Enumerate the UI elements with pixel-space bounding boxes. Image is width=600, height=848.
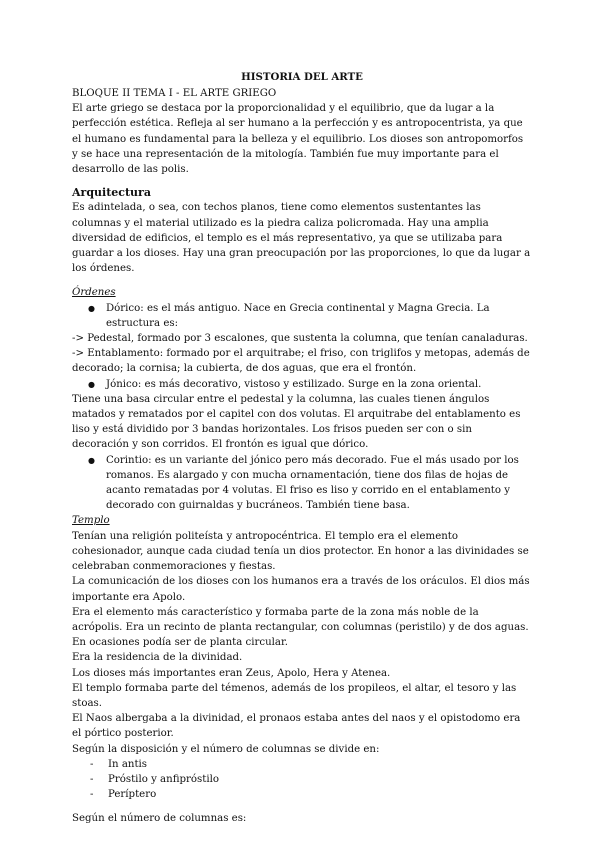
templo-paragraph-2: La comunicación de los dioses con los humanos era a través de los oráculos. El dios más importante era Apolo. xyxy=(72,576,530,603)
list-item-corintio: ● Corintio: es un variante del jónico pero más decorado. Fue el más usado por los romanos. Es alargado y con mucha ornamentación, tiene dos filas de hojas de acanto rematadas por 4 volutas. El friso es liso y corrido en el entablamento y decorado con guirnaldas y bucráneos. También tiene basa. xyxy=(72,453,532,514)
list-item-jonico: ● Jónico: es más decorativo, vistoso y estilizado. Surge en la zona oriental. xyxy=(72,377,532,392)
intro-paragraph: El arte griego se destaca por la proporcionalidad y el equilibrio, que da lugar a la perfección estética. Refleja al ser humano a la perfección y es antropocentrista, ya que el humano es fundamental para la belleza y el equilibrio. Los dioses son antropomorfos y se hace una representación de la mitología. También fue muy importante para el desarrollo de las polis. xyxy=(72,103,524,176)
subheading-templo: Templo xyxy=(72,515,110,527)
templo-paragraph-7: El Naos albergaba a la divinidad, el pronaos estaba antes del naos y el opistodomo era el pórtico posterior. xyxy=(72,713,521,740)
pedestal-line: -> Pedestal, formado por 3 escalones, que sustenta la columna, que tenían canaladuras. xyxy=(72,333,528,345)
ordenes-list-corintio xyxy=(72,453,532,514)
list-item: - In antis xyxy=(72,757,532,772)
templo-paragraph-9: Según el número de columnas es: xyxy=(72,813,247,825)
templo-paragraph-4: Era la residencia de la divinidad. xyxy=(72,652,243,664)
templo-paragraph-5: Los dioses más importantes eran Zeus, Apolo, Hera y Atenea. xyxy=(72,667,391,679)
document-title: HISTORIA DEL ARTE xyxy=(241,71,363,83)
templo-paragraph-6: El templo formaba parte del témenos, además de los propileos, el altar, el tesoro y las stoas. xyxy=(72,682,517,709)
ordenes-list-jonico xyxy=(72,377,532,392)
templo-paragraph-3: Era el elemento más característico y formaba parte de la zona más noble de la acrópolis. Era un recinto de planta rectangular, con columnas (peristilo) y de dos aguas. En ocasiones podía ser de planta circular. xyxy=(72,606,529,649)
entablamento-line: -> Entablamento: formado por el arquitrabe; el friso, con triglifos y metopas, además de decorado; la cornisa; la cubierta, de dos aguas, que era el frontón. xyxy=(72,348,530,375)
templo-paragraph-1: Tenían una religión politeísta y antropocéntrica. El templo era el elemento cohesionador, aunque cada ciudad tenía un dios protector. En honor a las divinidades se celebraban conmemoraciones y fiestas. xyxy=(72,530,529,573)
ordenes-list-dorico xyxy=(72,301,532,331)
section-heading-arquitectura: Arquitectura xyxy=(72,186,151,200)
block-subtitle: BLOQUE II TEMA I - EL ARTE GRIEGO xyxy=(72,88,277,99)
list-item: - Períptero xyxy=(72,787,532,802)
document-page xyxy=(72,70,532,827)
subheading-ordenes: Órdenes xyxy=(72,287,116,299)
list-item-dorico: ● Dórico: es el más antiguo. Nace en Grecia continental y Magna Grecia. La estructura es: xyxy=(72,301,532,331)
arquitectura-paragraph: Es adintelada, o sea, con techos planos, tiene como elementos sustentantes las columnas y el material utilizado es la piedra caliza policromada. Hay una amplia diversidad de edificios, el templo es el más representativo, ya que se utilizaba para guardar a los dioses. Hay una gran preocupación por las proporciones, lo que da lugar a los órdenes. xyxy=(72,202,531,275)
jonico-paragraph: Tiene una basa circular entre el pedestal y la columna, las cuales tienen ángulos matados y rematados por el capitel con dos volutas. El arquitrabe del entablamento es liso y está dividido por 3 bandas horizontales. Los frisos pueden ser con o sin decoración y son corridos. El frontón es igual que dórico. xyxy=(72,393,521,451)
templo-paragraph-8: Según la disposición y el número de columnas se divide en: xyxy=(72,743,380,755)
temple-types-list xyxy=(72,757,532,803)
list-item: - Próstilo y anfipróstilo xyxy=(72,772,532,787)
